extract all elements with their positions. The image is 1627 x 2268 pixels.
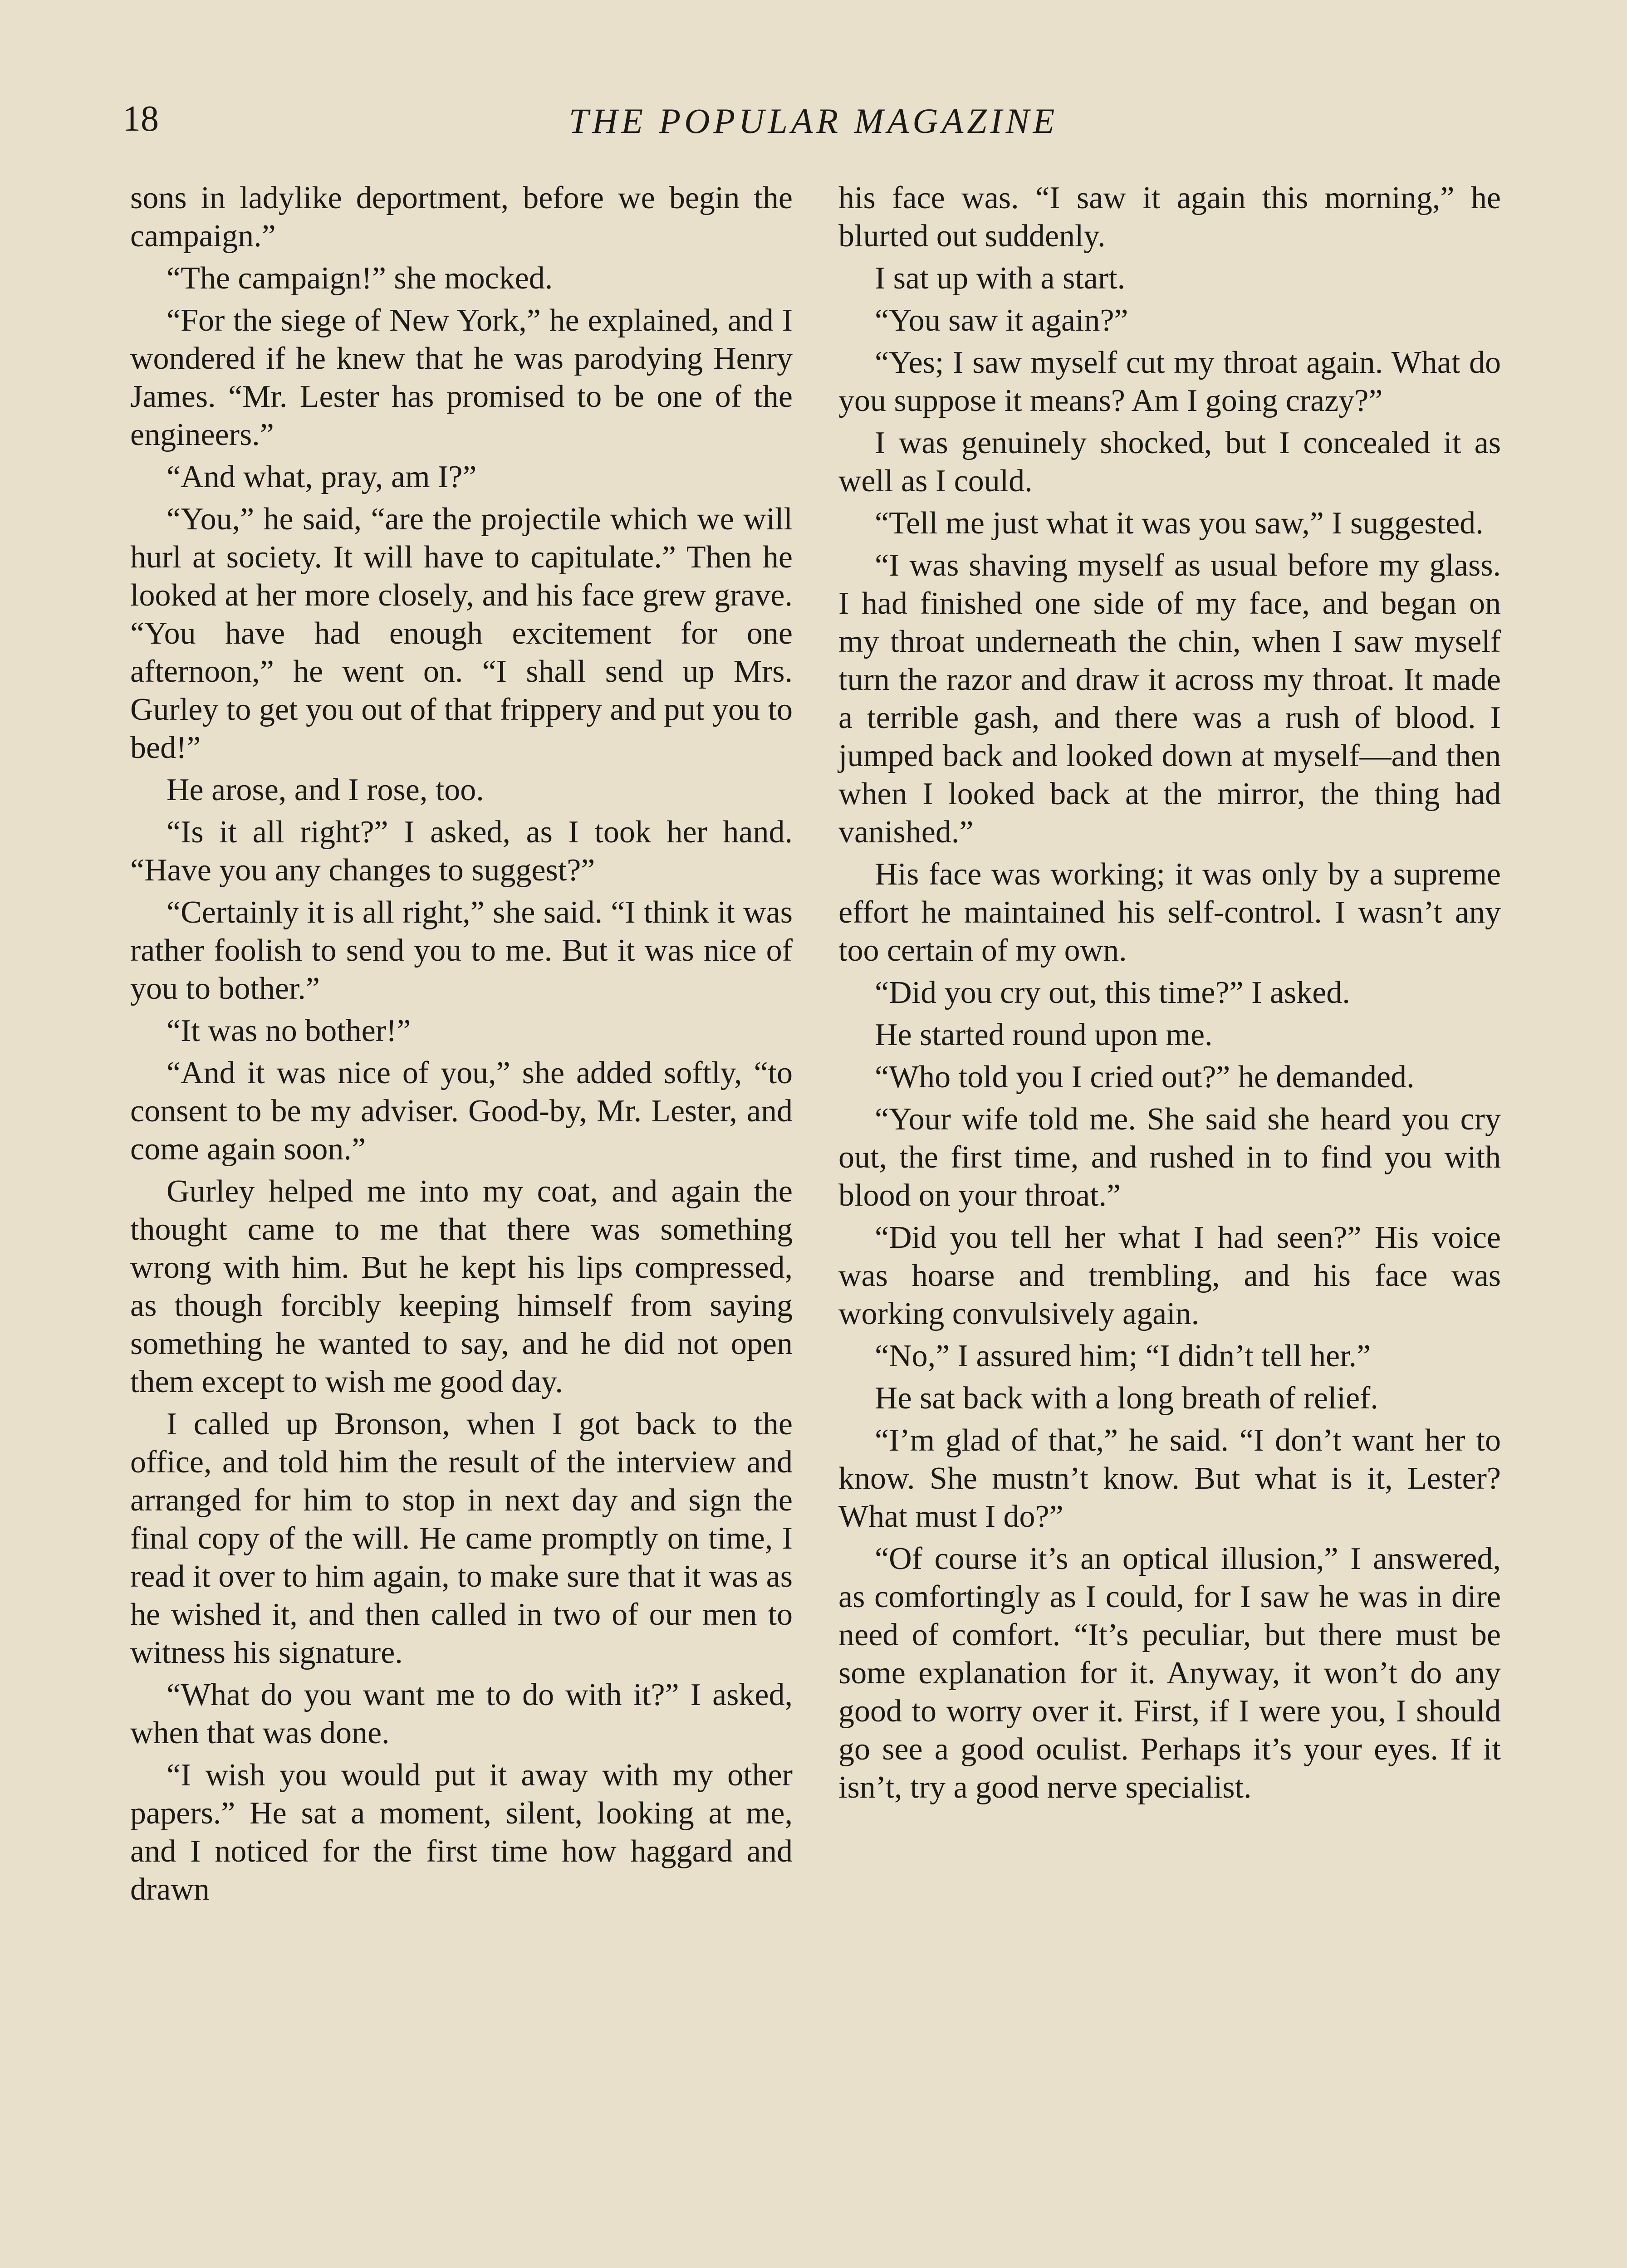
body-paragraph: “The campaign!” she mocked. xyxy=(167,261,553,296)
running-head-title: THE POPULAR MAGAZINE xyxy=(568,101,1059,141)
body-paragraph: “Who told you I cried out?” he demanded. xyxy=(875,1060,1415,1095)
body-paragraph: “Of course it’s an optical illusion,” I answered, as comfortingly as I could, for I saw he was in dire need of comfort. “It’s peculiar, but there must be some explanation for it. Anyway, it won’t do any good to worry over it. First, if I were you, I should go see a good oculist. Perhaps it’s your eyes. If it isn’t, try a good nerve specialist. xyxy=(838,1541,1501,1805)
body-paragraph: “Did you tell her what I had seen?” His voice was hoarse and trembling, and his face was working convulsively again. xyxy=(838,1220,1501,1331)
body-paragraph: He sat back with a long breath of relief. xyxy=(875,1381,1378,1416)
body-paragraph: “You,” he said, “are the projectile which we will hurl at society. It will have to capitulate.” Then he looked at her more closely, and his face grew grave. “You have had enough excitement for one afternoon,” he went on. “I shall send up Mrs. Gurley to get you out of that frippery and put you to bed!” xyxy=(130,502,793,765)
body-paragraph: “I was shaving myself as usual before my glass. I had finished one side of my face, and began on my throat underneath the chin, when I saw myself turn the razor and draw it across my throat. It made a terrible gash, and there was a rush of blood. I jumped back and looked down at myself—and then when I looked back at the mirror, the thing had vanished.” xyxy=(838,548,1501,850)
body-paragraph: “It was no bother!” xyxy=(167,1013,411,1048)
body-paragraph: “Did you cry out, this time?” I asked. xyxy=(875,975,1350,1010)
body-paragraph: “And what, pray, am I?” xyxy=(167,459,477,494)
page-number: 18 xyxy=(123,99,159,139)
body-paragraph: Gurley helped me into my coat, and again the thought came to me that there was something wrong with him. But he kept his lips compressed, as though forcibly keeping himself from saying something he wanted to say, and he did not open them except to wish me good day. xyxy=(130,1174,793,1399)
body-paragraph: “You saw it again?” xyxy=(875,303,1128,338)
left-column xyxy=(130,179,793,1913)
body-paragraph: “Yes; I saw myself cut my throat again. What do you suppose it means? Am I going crazy?” xyxy=(838,345,1501,418)
body-paragraph: “I’m glad of that,” he said. “I don’t want her to know. She mustn’t know. But what is it, Lester? What must I do?” xyxy=(838,1423,1501,1534)
body-paragraph: “For the siege of New York,” he explained, and I wondered if he knew that he was parodying Henry James. “Mr. Lester has promised to be one of the engineers.” xyxy=(130,303,793,452)
body-paragraph: “What do you want me to do with it?” I asked, when that was done. xyxy=(130,1677,793,1750)
body-paragraph: “And it was nice of you,” she added softly, “to consent to be my adviser. Good-by, Mr. Lester, and come again soon.” xyxy=(130,1056,793,1167)
body-paragraph: “Tell me just what it was you saw,” I suggested. xyxy=(875,506,1484,541)
body-paragraph: “Your wife told me. She said she heard you cry out, the first time, and rushed in to find you with blood on your throat.” xyxy=(838,1102,1501,1213)
body-paragraph: I sat up with a start. xyxy=(875,261,1126,296)
body-paragraph: “I wish you would put it away with my other papers.” He sat a moment, silent, looking at me, and I noticed for the first time how haggard and drawn xyxy=(130,1758,793,1907)
body-paragraph: “Certainly it is all right,” she said. “I think it was rather foolish to send you to me. But it was nice of you to bother.” xyxy=(130,895,793,1006)
body-paragraph: I called up Bronson, when I got back to the office, and told him the result of the interview and arranged for him to stop in next day and sign the final copy of the will. He came promptly on time, I read it over to him again, to make sure that it was as he wished it, and then called in two of our men to witness his signature. xyxy=(130,1407,793,1670)
body-paragraph: His face was working; it was only by a supreme effort he maintained his self-control. I wasn’t any too certain of my own. xyxy=(838,857,1501,968)
right-column xyxy=(838,179,1501,1811)
body-paragraph: sons in ladylike deportment, before we begin the campaign.” xyxy=(130,181,793,254)
body-paragraph: I was genuinely shocked, but I concealed it as well as I could. xyxy=(838,425,1501,499)
body-paragraph: “Is it all right?” I asked, as I took her hand. “Have you any changes to suggest?” xyxy=(130,815,793,888)
body-paragraph: “No,” I assured him; “I didn’t tell her.” xyxy=(875,1339,1371,1374)
body-paragraph: He started round upon me. xyxy=(875,1017,1213,1052)
body-paragraph: his face was. “I saw it again this morning,” he blurted out suddenly. xyxy=(838,181,1501,254)
body-paragraph: He arose, and I rose, too. xyxy=(167,772,484,807)
